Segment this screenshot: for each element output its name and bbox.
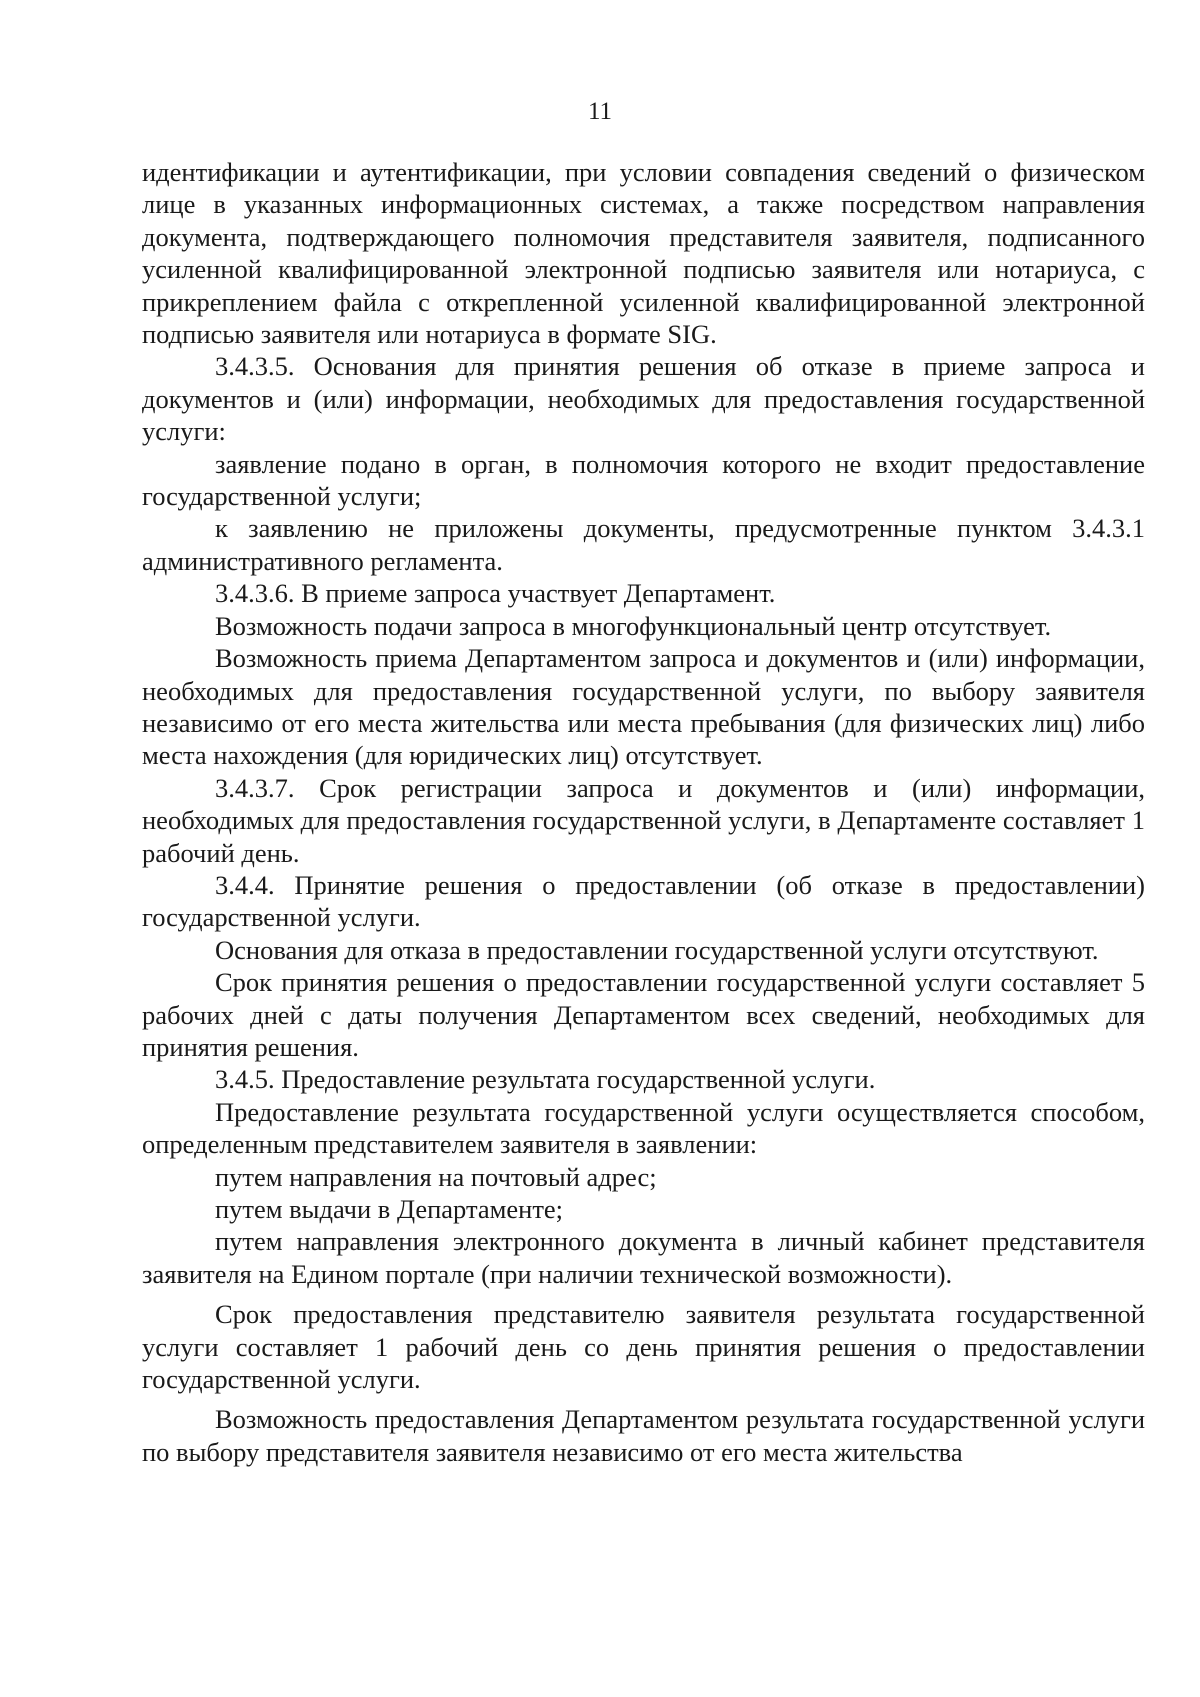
paragraph: Срок предоставления представителю заявителя результата государственной услуги составляет 1 рабочий день со день принятия решения о предоставлении государственной услуги. [142, 1299, 1145, 1395]
paragraph: Предоставление результата государственной услуги осуществляется способом, определенным представителем заявителя в заявлении: [142, 1096, 1145, 1160]
paragraph: к заявлению не приложены документы, предусмотренные пунктом 3.4.3.1 административного регламента. [142, 513, 1145, 576]
paragraph: 3.4.3.5. Основания для принятия решения об отказе в приеме запроса и документов и (или) информации, необходимых для предоставления государственной услуги: [142, 351, 1145, 447]
document-body [142, 156, 1145, 1468]
paragraph: путем выдачи в Департаменте; [215, 1194, 564, 1224]
paragraph: Возможность подачи запроса в многофункциональный центр отсутствует. [215, 610, 1052, 641]
paragraph: Возможность приема Департаментом запроса и документов и (или) информации, необходимых для предоставления государственной услуги, по выбору заявителя независимо от его места жительства или места пребывания (для физических лиц) либо места нахождения (для юридических лиц) отсутствует. [142, 643, 1145, 771]
paragraph: 3.4.4. Принятие решения о предоставлении (об отказе в предоставлении) государственной услуги. [142, 869, 1145, 933]
paragraph: Возможность предоставления Департаментом результата государственной услуги по выбору представителя заявителя независимо от его места жительства [142, 1404, 1145, 1467]
paragraph: 3.4.3.7. Срок регистрации запроса и документов и (или) информации, необходимых для предоставления государственной услуги, в Департаменте составляет 1 рабочий день. [142, 772, 1145, 868]
paragraph: Срок принятия решения о предоставлении государственной услуги составляет 5 рабочих дней с даты получения Департаментом всех сведений, необходимых для принятия решения. [142, 967, 1145, 1062]
page-number: 11 [587, 98, 613, 125]
paragraph: идентификации и аутентификации, при условии совпадения сведений о физическом лице в указанных информационных системах, а также посредством направления документа, подтверждающего полномочия представителя заявителя, подписанного усиленной квалифицированной электронной подписью заявителя или нотариуса, с прикреплением файла с открепленной усиленной квалифицированной электронной подписью заявителя или нотариуса в формате SIG. [142, 157, 1145, 350]
paragraph: путем направления на почтовый адрес; [215, 1161, 657, 1192]
paragraph: заявление подано в орган, в полномочия которого не входит предоставление государственной услуги; [142, 448, 1145, 512]
paragraph: 3.4.3.6. В приеме запроса участвует Департамент. [215, 578, 776, 609]
paragraph: 3.4.5. Предоставление результата государственной услуги. [215, 1064, 876, 1095]
paragraph: Основания для отказа в предоставлении государственной услуги отсутствуют. [215, 934, 1099, 965]
paragraph: путем направления электронного документа в личный кабинет представителя заявителя на Едином портале (при наличии технической возможности). [142, 1226, 1145, 1289]
